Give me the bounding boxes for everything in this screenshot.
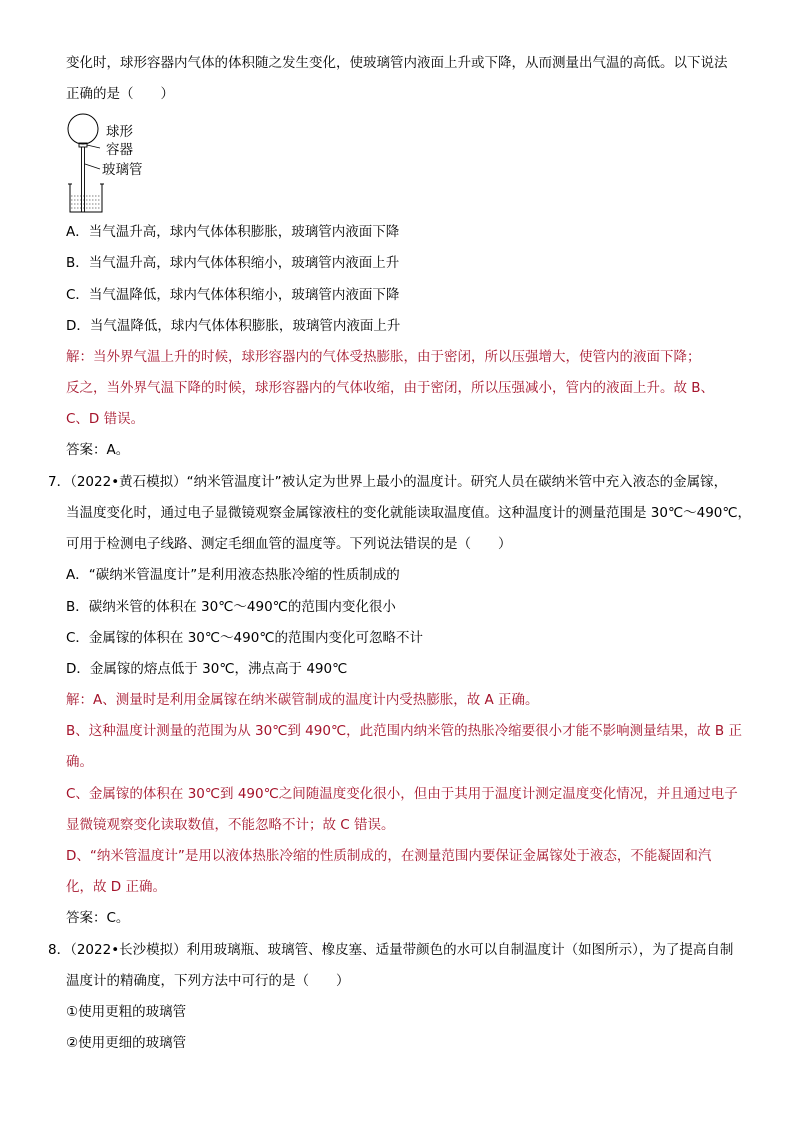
q6-solution-line-2: 反之，当外界气温下降的时候，球形容器内的气体收缩，由于密闭，所以压强减小，管内的液面上升。故 B、: [66, 380, 715, 396]
q6-option-a: A．当气温升高，球内气体体积膨胀，玻璃管内液面下降: [66, 224, 400, 240]
q7-option-a: A．“碳纳米管温度计”是利用液态热胀冷缩的性质制成的: [66, 567, 400, 583]
q7-solution-line-6: D、“纳米管温度计”是用以液体热胀冷缩的性质制成的，在测量范围内要保证金属镓处于液态，不能凝固和汽: [66, 848, 712, 864]
q7-option-b: B．碳纳米管的体积在 30℃～490℃的范围内变化很小: [66, 599, 396, 615]
spherical-container: [68, 114, 98, 144]
q6-option-d: D．当气温降低，球内气体体积膨胀，玻璃管内液面上升: [66, 318, 401, 334]
q7-solution-line-2: B、这种温度计测量的范围为从 30℃到 490℃，此范围内纳米管的热胀冷缩要很小才能不影响测量结果，故 B 正: [66, 723, 742, 739]
q7-answer: 答案：C。: [66, 910, 130, 926]
figure-label-tube: 玻璃管: [102, 162, 143, 178]
q7-option-c: C．金属镓的体积在 30℃～490℃的范围内变化可忽略不计: [66, 630, 423, 646]
figure-label-bulb-line-1: 球形: [106, 124, 133, 140]
q7-solution-line-3: 确。: [66, 754, 93, 770]
q7-stem-line-3: 可用于检测电子线路、测定毛细血管的温度等。下列说法错误的是（ ）: [66, 536, 512, 552]
q8-item-2: ②使用更细的玻璃管: [66, 1035, 187, 1051]
q6-option-c: C．当气温降低，球内气体体积缩小，玻璃管内液面下降: [66, 287, 400, 303]
q6-solution-line-1: 解：当外界气温上升的时候，球形容器内的气体受热膨胀，由于密闭，所以压强增大，使管内的液面下降；: [66, 349, 701, 365]
q8-item-1: ①使用更粗的玻璃管: [66, 1004, 187, 1020]
q7-stem-line-1: 7．（2022•黄石模拟）“纳米管温度计”被认定为世界上最小的温度计。研究人员在碳纳米管中充入液态的金属镓，: [48, 474, 728, 490]
q6-option-b: B．当气温升高，球内气体体积缩小，玻璃管内液面上升: [66, 255, 400, 271]
q7-option-d: D．金属镓的熔点低于 30℃，沸点高于 490℃: [66, 661, 348, 677]
q6-answer: 答案：A。: [66, 442, 130, 458]
q7-solution-line-7: 化，故 D 正确。: [66, 879, 166, 895]
q8-stem-line-1: 8．（2022•长沙模拟）利用玻璃瓶、玻璃管、橡皮塞、适量带颜色的水可以自制温度计（如图所示），为了提高自制: [48, 942, 734, 958]
q7-solution-line-1: 解：A、测量时是利用金属镓在纳米碳管制成的温度计内受热膨胀，故 A 正确。: [66, 692, 539, 708]
q7-solution-line-4: C、金属镓的体积在 30℃到 490℃之间随温度变化很小，但由于其用于温度计测定温度变化情况，并且通过电子: [66, 786, 738, 802]
beaker-liquid: [71, 196, 101, 208]
q6-stem-line-1: 变化时，球形容器内气体的体积随之发生变化，使玻璃管内液面上升或下降，从而测量出气温的高低。以下说法: [66, 55, 728, 71]
q6-solution-line-3: C、D 错误。: [66, 411, 145, 427]
q8-stem-line-2: 温度计的精确度，下列方法中可行的是（ ）: [66, 973, 350, 989]
figure-label-bulb-line-2: 容器: [106, 142, 133, 158]
q7-stem-line-2: 当温度变化时，通过电子显微镜观察金属镓液柱的变化就能读取温度值。这种温度计的测量范围是 30℃～490℃，: [66, 505, 752, 521]
q7-solution-line-5: 显微镜观察变化读取数值，不能忽略不计；故 C 错误。: [66, 817, 395, 833]
q6-stem-line-2: 正确的是（ ）: [66, 86, 174, 102]
